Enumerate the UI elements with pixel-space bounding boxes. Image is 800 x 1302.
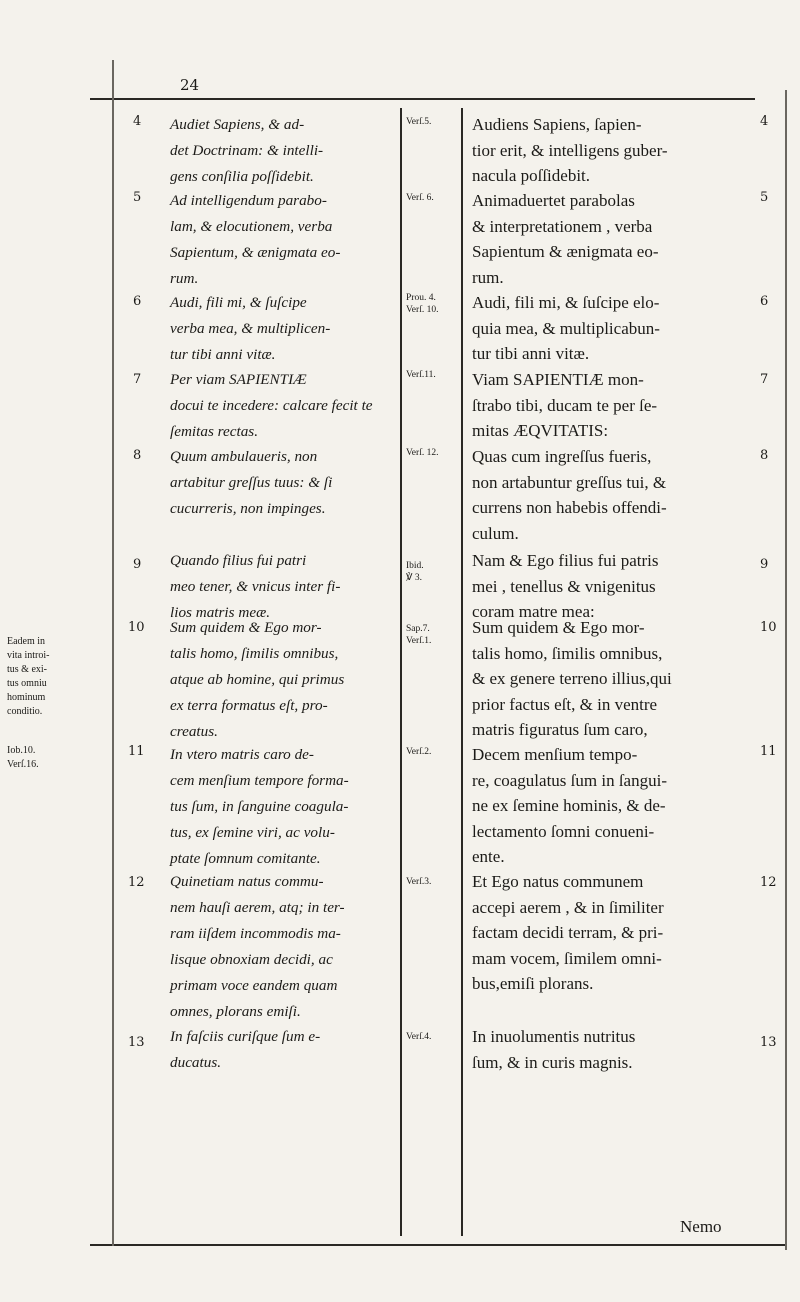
verse-number-left: 9 xyxy=(133,557,142,572)
left-border-rule xyxy=(112,60,114,1246)
vulgate-verse xyxy=(472,444,667,546)
verse-number-right: 11 xyxy=(760,744,777,759)
reference-note xyxy=(406,116,431,128)
verse-number-left: 11 xyxy=(128,744,145,759)
text-line: omnes, plorans emiſi. xyxy=(170,1003,301,1020)
text-line: matris figuratus ſum caro, xyxy=(472,720,648,739)
top-rule xyxy=(90,98,755,100)
text-line: ram iiſdem incommodis ma- xyxy=(170,925,341,942)
text-line: rum. xyxy=(472,267,504,287)
text-line: ducatus. xyxy=(170,1054,222,1071)
text-line: ℣ 3. xyxy=(406,573,422,583)
side-note-2 xyxy=(7,744,39,772)
vulgate-verse xyxy=(472,615,672,743)
latin-verse xyxy=(170,742,349,872)
reference-note xyxy=(406,1031,431,1043)
text-line: quia mea, & multiplicabun- xyxy=(472,318,660,338)
text-line: accepi aerem , & in ſimiliter xyxy=(472,897,664,917)
text-line: & interpretationem , verba xyxy=(472,216,653,236)
text-line: Audi, fili mi, & ſuſcipe elo- xyxy=(472,293,660,312)
text-line: Audiet Sapiens, & ad- xyxy=(170,116,305,133)
text-line: currens non habebis offendi- xyxy=(472,498,667,517)
text-line: rum. xyxy=(170,270,199,287)
text-line: tur tibi anni vitæ. xyxy=(170,346,276,363)
text-line: talis homo, ſimilis omnibus, xyxy=(472,643,663,663)
reference-note xyxy=(406,623,431,647)
text-line: lectamento ſomni conueni- xyxy=(472,821,655,841)
verse-number-right: 10 xyxy=(760,620,777,635)
vulgate-verse xyxy=(472,188,659,290)
text-line: mitas ÆQVITATIS: xyxy=(472,421,609,440)
text-line: factam decidi terram, & pri- xyxy=(472,923,664,942)
text-line: tus ſum, in ſanguine coagula- xyxy=(170,798,349,815)
text-line: ptate ſomnum comitante. xyxy=(170,850,321,867)
verse-number-left: 10 xyxy=(128,620,145,635)
side-note-line: conditio. xyxy=(7,706,43,717)
text-line: cucurreris, non impinges. xyxy=(170,500,326,517)
side-note-line: vita introi- xyxy=(7,650,50,661)
verse-number-right: 12 xyxy=(760,875,777,890)
verse-number-right: 5 xyxy=(760,190,769,205)
text-line: re, coagulatus ſum in ſangui- xyxy=(472,770,667,790)
text-line: Sapientum & ænigmata eo- xyxy=(472,242,659,261)
text-line: ſemitas rectas. xyxy=(170,423,259,440)
text-line: mei , tenellus & vnigenitus xyxy=(472,576,656,596)
verse-number-right: 13 xyxy=(760,1035,777,1050)
text-line: Nam & Ego filius fui patris xyxy=(472,551,659,570)
vulgate-verse xyxy=(472,112,668,189)
text-line: Per viam SAPIENTIÆ xyxy=(170,371,307,388)
text-line: ſtrabo tibi, ducam te per ſe- xyxy=(472,395,658,415)
text-line: bus,emiſi plorans. xyxy=(472,974,594,993)
text-line: artabitur greſſus tuus: & ſi xyxy=(170,474,333,491)
side-note-line: tus omniu xyxy=(7,678,47,689)
verse-number-right: 6 xyxy=(760,294,769,309)
text-line: ſum, & in curis magnis. xyxy=(472,1052,633,1072)
text-line: Verſ.11. xyxy=(406,370,436,380)
text-line: cem menſium tempore forma- xyxy=(170,772,349,789)
side-note-line: Iob.10. xyxy=(7,745,36,756)
text-line: prior factus eſt, & in ventre xyxy=(472,694,658,714)
latin-verse xyxy=(170,444,332,522)
catchword: Nemo xyxy=(680,1217,722,1236)
verse-number-right: 7 xyxy=(760,372,769,387)
text-line: Ibid. xyxy=(406,561,424,571)
text-line: Verſ.3. xyxy=(406,877,432,887)
bottom-rule xyxy=(90,1244,785,1246)
text-line: Verſ. 12. xyxy=(406,448,439,458)
vulgate-verse xyxy=(472,869,664,997)
text-line: Animaduertet parabolas xyxy=(472,191,635,210)
reference-note xyxy=(406,560,424,584)
text-line: Sapientum, & ænigmata eo- xyxy=(170,244,341,261)
center-column-rule xyxy=(461,108,463,1236)
latin-verse xyxy=(170,188,340,292)
page-number: 24 xyxy=(180,76,200,94)
text-line: non artabuntur greſſus tui, & xyxy=(472,472,667,492)
text-line: In faſciis curiſque ſum e- xyxy=(170,1028,321,1045)
side-note-line: Eadem in xyxy=(7,636,46,647)
ref-column-rule xyxy=(400,108,402,1236)
text-line: nem hauſi aerem, atq; in ter- xyxy=(170,899,345,916)
vulgate-verse xyxy=(472,742,667,870)
side-note-line: tus & exi- xyxy=(7,664,47,675)
verse-number-left: 4 xyxy=(133,114,142,129)
text-line: tur tibi anni vitæ. xyxy=(472,344,590,363)
verse-number-left: 6 xyxy=(133,294,142,309)
text-line: det Doctrinam: & intelli- xyxy=(170,142,324,159)
text-line: tus, ex ſemine viri, ac volu- xyxy=(170,824,335,841)
reference-note xyxy=(406,292,438,316)
verse-number-left: 13 xyxy=(128,1035,145,1050)
text-line: Verſ.4. xyxy=(406,1032,432,1042)
vulgate-verse xyxy=(472,367,657,444)
text-line: Audiens Sapiens, ſapien- xyxy=(472,115,642,134)
text-line: & ex genere terreno illius,qui xyxy=(472,669,672,688)
text-line: meo tener, & vnicus inter fi- xyxy=(170,578,341,595)
text-line: Verſ. 10. xyxy=(406,305,439,315)
side-note-line: Verſ.16. xyxy=(7,759,39,770)
text-line: In inuolumentis nutritus xyxy=(472,1027,636,1046)
reference-note xyxy=(406,369,436,381)
text-line: Quum ambulaueris, non xyxy=(170,448,318,465)
reference-note xyxy=(406,192,434,204)
text-line: Viam SAPIENTIÆ mon- xyxy=(472,370,644,389)
latin-verse xyxy=(170,615,344,745)
text-line: tior erit, & intelligens guber- xyxy=(472,140,668,160)
verse-number-right: 8 xyxy=(760,448,769,463)
verse-number-left: 5 xyxy=(133,190,142,205)
text-line: ex terra formatus eſt, pro- xyxy=(170,697,328,714)
reference-note xyxy=(406,746,431,758)
text-line: Prou. 4. xyxy=(406,293,436,303)
text-line: Audi, fili mi, & ſuſcipe xyxy=(170,294,307,311)
text-line: nacula poſſidebit. xyxy=(472,166,591,185)
text-line: primam voce eandem quam xyxy=(170,977,338,994)
text-line: Sum quidem & Ego mor- xyxy=(170,619,322,636)
text-line: culum. xyxy=(472,523,519,543)
verse-number-right: 9 xyxy=(760,557,769,572)
text-line: creatus. xyxy=(170,723,218,740)
latin-verse xyxy=(170,290,330,368)
reference-note xyxy=(406,447,438,459)
text-line: Decem menſium tempo- xyxy=(472,745,638,764)
text-line: lam, & elocutionem, verba xyxy=(170,218,333,235)
text-line: docui te incedere: calcare fecit te xyxy=(170,397,373,414)
text-line: Quas cum ingreſſus fueris, xyxy=(472,447,652,466)
verse-number-left: 7 xyxy=(133,372,142,387)
text-line: Verſ.5. xyxy=(406,117,432,127)
text-line: ente. xyxy=(472,847,505,866)
text-line: Quando filius fui patri xyxy=(170,552,307,569)
reference-note xyxy=(406,876,431,888)
verse-number-left: 12 xyxy=(128,875,145,890)
text-line: atque ab homine, qui primus xyxy=(170,671,345,688)
side-note-1 xyxy=(7,635,50,719)
text-line: lisque obnoxiam decidi, ac xyxy=(170,951,333,968)
text-line: lios matris meæ. xyxy=(170,604,270,621)
text-line: Sap.7. xyxy=(406,624,430,634)
text-line: talis homo, ſimilis omnibus, xyxy=(170,645,339,662)
text-line: mam vocem, ſimilem omni- xyxy=(472,948,662,968)
outer-right-rule xyxy=(785,90,787,1250)
latin-verse xyxy=(170,1024,320,1076)
vulgate-verse xyxy=(472,290,660,367)
text-line: verba mea, & multiplicen- xyxy=(170,320,331,337)
vulgate-verse xyxy=(472,1024,635,1075)
text-line: Verſ. 6. xyxy=(406,193,434,203)
text-line: Verſ.2. xyxy=(406,747,432,757)
latin-verse xyxy=(170,367,373,445)
latin-verse xyxy=(170,869,345,1025)
text-line: Sum quidem & Ego mor- xyxy=(472,618,645,637)
text-line: coram matre mea: xyxy=(472,602,595,621)
text-line: Verſ.1. xyxy=(406,636,432,646)
verse-number-left: 8 xyxy=(133,448,142,463)
text-line: gens conſilia poſſidebit. xyxy=(170,168,314,185)
latin-verse xyxy=(170,112,323,190)
text-line: Quinetiam natus commu- xyxy=(170,873,324,890)
text-line: Ad intelligendum parabo- xyxy=(170,192,327,209)
vulgate-verse xyxy=(472,548,659,625)
text-line: Et Ego natus communem xyxy=(472,872,644,891)
side-note-line: hominum xyxy=(7,692,46,703)
text-line: In vtero matris caro de- xyxy=(170,746,314,763)
verse-number-right: 4 xyxy=(760,114,769,129)
text-line: ne ex ſemine hominis, & de- xyxy=(472,796,666,815)
